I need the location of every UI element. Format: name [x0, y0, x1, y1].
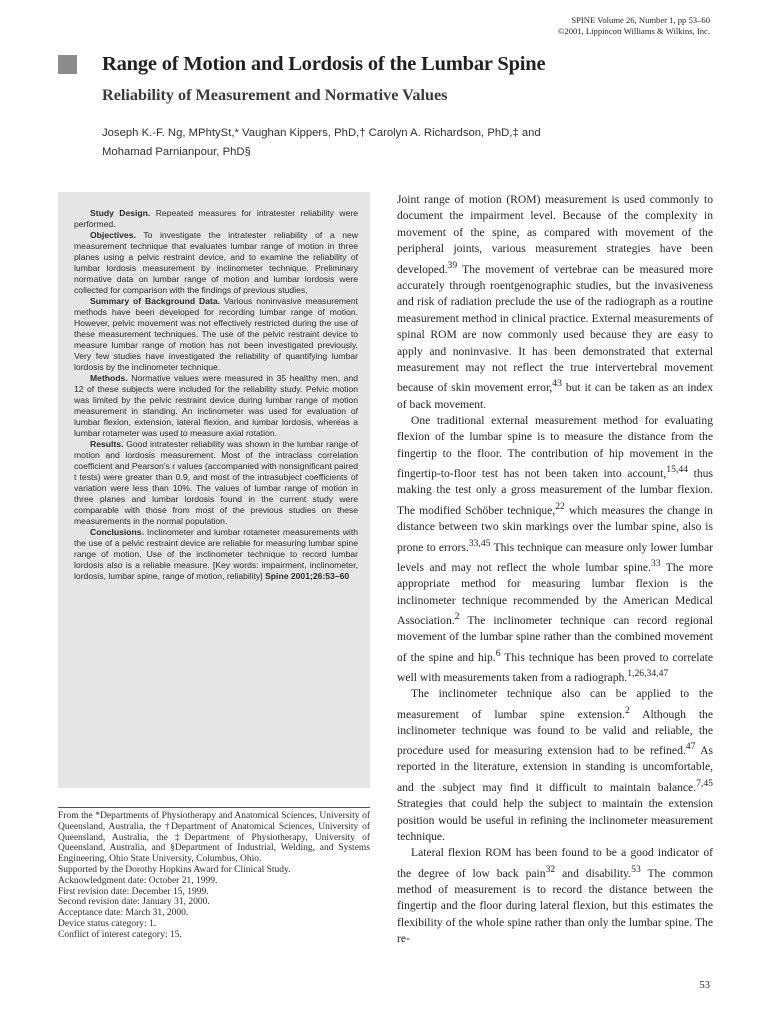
body-text: Joint range of motion (ROM) measurement is used commonly to document the impairment level. Because of the complexity in movement of the spine, as compared with movement of the peripheral joints, various measurement strategies have been developed.: [397, 193, 713, 276]
body-text: Although the inclinometer technique was found to be valid and reliable, the procedure used for measuring extension had to be refined.: [397, 707, 714, 758]
body-text: As reported in the literature, extension in standing is uncomfortable, and the subject may find it difficult to maintain balance.: [397, 744, 713, 794]
first-revision-date: First revision date: December 15, 1999.: [58, 886, 209, 897]
reference-superscript: 2: [624, 704, 630, 716]
objectives-text: To investigate the intratester reliability of a new measurement technique that evaluates lumbar range of motion in three planes using a pelvic restraint device, and to examine the reliability of lumbar lordosis measurement by inclinometer technique. Preliminary normative data on lumbar range of motion and lumbar lordosis were collected for comparison with the findings of previous studies.: [74, 230, 358, 295]
reference-superscript: 33: [650, 557, 661, 569]
body-paragraph-1: [397, 192, 713, 413]
author-list: [102, 124, 622, 162]
journal-citation: SPINE Volume 26, Number 1, pp 53–60: [571, 15, 710, 25]
body-paragraph-4: [397, 845, 713, 947]
study-design-label: Study Design.: [90, 208, 151, 218]
abstract-background-data: [74, 296, 358, 373]
body-column: [397, 192, 713, 948]
results-text: Good intratester reliability was shown in the lumbar range of motion and lordosis measurement. Most of the intraclass correlation coefficient and Pearson's r values (accompanied with nonsignificant paired t tests) were greater than 0.9, and most of the intrasubject coefficients of variation were less than 10%. The values of lumbar range of motion in three planes and lumbar lordosis found in the current study were comparable with those from most of the previous studies on these measurements in the normal population.: [74, 439, 359, 526]
second-revision-date: Second revision date: January 31, 2000.: [58, 897, 210, 908]
article-subtitle: Reliability of Measurement and Normative Values: [102, 86, 448, 104]
body-paragraph-3: [397, 686, 713, 845]
acknowledgment-date: Acknowledgment date: October 21, 1999.: [58, 875, 218, 886]
abstract-study-design: [74, 208, 358, 230]
reference-superscript: 32: [545, 863, 556, 875]
body-text: Lateral flexion ROM has been found to be a good indicator of the degree of low back pain: [397, 846, 713, 880]
body-text: The inclinometer technique can record regional movement of the lumbar spine rather than the combined movement of the spine and hip.: [397, 613, 713, 664]
reference-superscript: 33,45: [468, 537, 491, 549]
body-text: The inclinometer technique also can be applied to the measurement of lumbar spine extension.: [397, 687, 713, 721]
body-text: One traditional external measurement method for evaluating flexion of the lumbar spine is to measure the distance from the fingertip to the floor. The contribution of hip movement in the fingertip-to-floor test has not been taken into account,: [397, 414, 713, 481]
abstract-conclusions: [74, 527, 358, 582]
author-line-2: Mohamad Parnianpour, PhD§: [102, 146, 251, 158]
support-note: Supported by the Dorothy Hopkins Award for Clinical Study.: [58, 864, 291, 875]
affiliation-text: From the *Departments of Physiotherapy and Anatomical Sciences, University of Queensland, Australia, the †Department of Anatomical Sciences, University of Queensland, Australia, the ‡Department of Physiotherapy, University of Queensland, Australia, and §Department of Industrial, Welding, and Systems Engineering, Ohio State University, Columbus, Ohio.: [58, 811, 370, 865]
objectives-label: Objectives.: [90, 230, 136, 240]
device-status: Device status category: 1.: [58, 918, 157, 929]
affiliations-footnote: [58, 811, 370, 941]
body-text: The common method of measurement is to record the distance between the fingertip and the floor during lateral flexion, but this estimates the flexibility of the whole spine rather than only the lumbar spine. The re-: [397, 866, 713, 946]
conflict-of-interest: Conflict of interest category: 15.: [58, 929, 182, 940]
conclusions-text: Inclinometer and lumbar rotameter measurements with the use of a pelvic restraint device are reliable for measuring lumbar spine range of motion. Use of the inclinometer technique to record lumbar lordosis also is a reliable measure. [Key words: impairment, inclinometer, lordosis, lumbar spine, range of motion, reliability]: [74, 527, 358, 581]
reference-superscript: 22: [555, 500, 565, 512]
reference-superscript: 7,45: [696, 777, 713, 789]
body-text: and disability.: [555, 866, 632, 880]
body-text: The more appropriate method for measuring lumbar flexion is the inclinometer technique recommended by the American Medical Association.: [397, 560, 713, 627]
reference-superscript: 53: [631, 863, 641, 875]
body-text: which measures the change in distance between two skin markings over the lumbar spine, also is prone to errors.: [397, 503, 713, 554]
abstract-results: [74, 439, 358, 527]
body-text: This technique can measure only lower lumbar levels and may not reflect the whole lumbar spine.: [397, 540, 713, 574]
background-label: Summary of Background Data.: [90, 296, 220, 306]
abstract-methods: [74, 373, 358, 439]
background-text: Various noninvasive measurement methods have been developed for recording lumbar range of motion. However, pelvic movement was not effectively restricted during the use of these measurement techniques. The use of the pelvic restraint device to measure lumbar range of motion has not been investigated previously. Very few studies have investigated the reliability of quantifying lumbar lordosis by the inclinometer technique.: [74, 296, 358, 372]
reference-superscript: 2: [454, 610, 460, 622]
abstract-objectives: [74, 230, 358, 296]
methods-label: Methods.: [90, 373, 128, 383]
article-title: Range of Motion and Lordosis of the Lumbar Spine: [102, 53, 546, 75]
author-line-1: Joseph K.-F. Ng, MPhtySt,* Vaughan Kippers, PhD,† Carolyn A. Richardson, PhD,‡ and: [102, 127, 541, 139]
reference-superscript: 15,44: [666, 464, 688, 476]
reference-superscript: 47: [685, 741, 696, 753]
abstract: [74, 208, 358, 582]
body-text: The movement of vertebrae can be measured more accurately through roentgenographic studies, but the invasiveness and risk of radiation preclude the use of the radiograph as a routine measurement method in clinical practice. External measurements of spinal ROM are now commonly used because they are easy to apply and noninvasive. It has been demonstrated that external measurement may not reflect the true intervertebral movement because of skin movement error,: [397, 262, 713, 395]
journal-header: [558, 15, 710, 36]
methods-text: Normative values were measured in 35 healthy men, and 12 of these subjects were included for the reliability study. Pelvic motion was limited by the pelvic restraint device during lumbar range of motion measurement in standing. An inclinometer was used for evaluation of lumbar flexion, extension, lateral flexion, and lumbar lordosis, whereas a lumbar rotameter was used to measure axial rotation.: [74, 373, 358, 438]
copyright-notice: ©2001, Lippincott Williams & Wilkins, Inc.: [557, 25, 710, 36]
body-paragraph-2: [397, 413, 713, 686]
body-text: but it can be taken as an index of back movement.: [397, 381, 713, 411]
abstract-citation: Spine 2001;26:53–60: [265, 571, 350, 581]
study-design-text: Repeated measures for intratester reliability were performed.: [74, 208, 358, 229]
footnote-divider: [58, 807, 370, 808]
reference-superscript: 39: [447, 259, 458, 271]
body-text: This technique has been proved to correlate well with measurements taken from a radiograph.: [397, 650, 714, 684]
body-text: thus making the test only a gross measurement of the lumbar flexion. The modified Schöber technique,: [397, 467, 713, 517]
title-marker-square: [58, 55, 77, 74]
reference-superscript: 43: [552, 378, 562, 390]
reference-superscript: 1,26,34,47: [627, 667, 669, 679]
acceptance-date: Acceptance date: March 31, 2000.: [58, 908, 189, 919]
page-number: 53: [699, 980, 710, 991]
results-label: Results.: [90, 439, 124, 449]
conclusions-label: Conclusions.: [90, 527, 144, 537]
body-text: Strategies that could help the subject to maintain the extension position would be useful in refining the inclinometer measurement technique.: [397, 797, 713, 843]
reference-superscript: 6: [495, 647, 501, 659]
